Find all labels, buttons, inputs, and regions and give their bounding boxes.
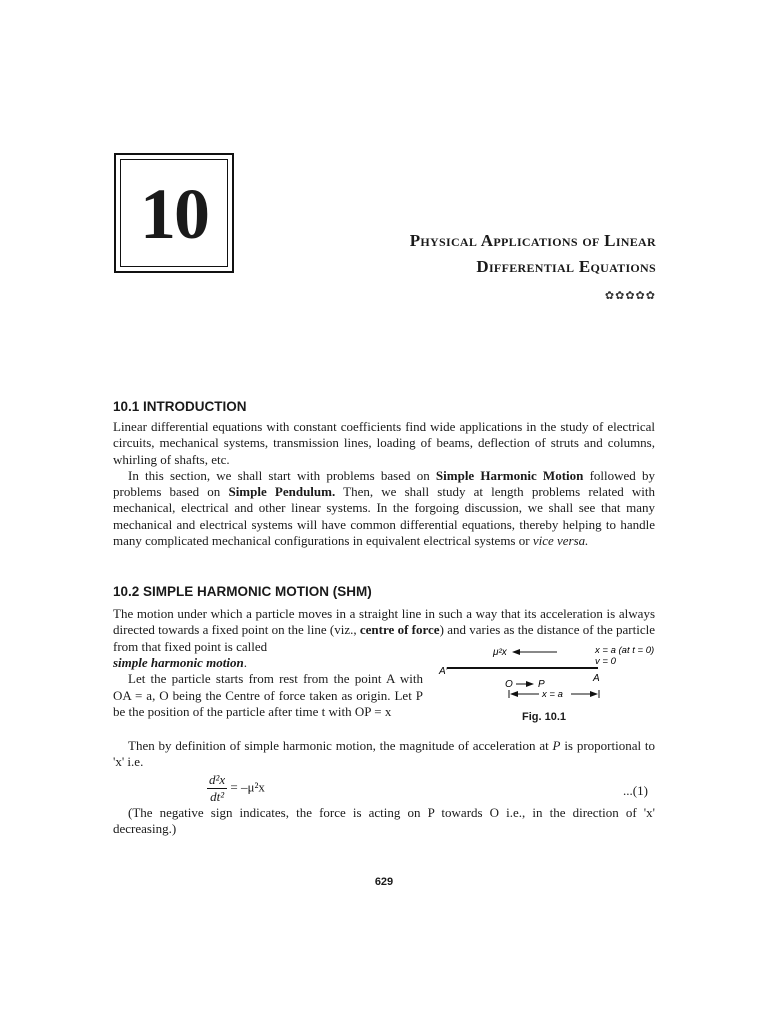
figure-label-distance: x = a [542,689,563,700]
section-heading-shm: 10.2 SIMPLE HARMONIC MOTION (SHM) [113,584,372,599]
section-heading-introduction: 10.1 INTRODUCTION [113,399,247,414]
equation-1 [207,772,265,805]
figure-label-condition-x: x = a (at t = 0) [595,645,655,656]
figure-caption: Fig. 10.1 [522,711,567,723]
intro-paragraph-1: Linear differential equations with constant coefficients find wide applications in the study of electrical circuits, mechanical systems, transmission lines, loading of beams, deflection of struts and columns, whirling of shafts, etc. [113,419,655,467]
equation-fraction [207,772,227,805]
text-run: Then by definition of simple harmonic motion, the magnitude of acceleration at [128,738,553,753]
equation-rhs: = –μ²x [227,779,265,795]
text-run: ) and varies as the distance of the particle from that fixed point is called [113,622,655,654]
equation-number: ...(1) [623,783,648,798]
shm-paragraph-3 [113,738,655,771]
bold-term-centre-of-force: centre of force [359,622,440,638]
figure-label-o: O [505,679,513,690]
figure-label-p: P [538,679,545,690]
figure-label-force: μ²x [493,647,507,658]
chapter-number: 10 [140,174,208,254]
shm-paragraph-3-block [113,738,655,771]
chapter-title-line2: Differential Equations [476,257,656,276]
bold-italic-shm: simple harmonic motion [113,655,244,670]
italic-p: P [552,738,561,753]
chapter-number-inner-frame [120,159,228,267]
figure-label-a: A [593,673,600,684]
text-run: The motion under which a particle moves in a straight line in such a way that its acceleration is always directed towards a fixed point on the line (viz., [113,606,655,638]
text-run: In this section, we shall start with problems based on [128,467,436,483]
figure-label-a-prime: A′ [439,666,448,677]
shm-paragraph-4: (The negative sign indicates, the force is acting on P towards O i.e., in the direction of 'x' decreasing.) [113,805,655,837]
shm-left-column [113,655,423,720]
equation-denominator: dt² [210,789,225,804]
text-run: . [243,655,247,670]
italic-vice-versa: vice versa. [532,533,589,549]
intro-paragraph-2 [113,468,655,549]
ornament-flowers-icon: ✿✿✿✿✿ [604,290,656,302]
text-run: is proportional to 'x' i.e. [113,738,656,770]
figure-label-condition-v: v = 0 [595,656,616,667]
shm-paragraph-4-block [113,805,655,838]
chapter-number-box [114,153,234,273]
introduction-body [113,419,655,549]
page-number: 629 [374,876,394,888]
shm-paragraph-2: Let the particle starts from rest from the point A with OA = a, O being the Centre of force taken as origin. Let P be the position of the particle after time t with OP = x [113,671,423,719]
text-run: Then, we shall study at length problems related with mechanical, electrical and other linear systems. In the forgoing discussion, we shall see that many mechanical and electrical systems will have common differential equations, thereby helping to handle many complicated mechanical configurations in equivalent electrical systems or [113,484,656,549]
shm-term-line [113,655,423,671]
chapter-title-line1: Physical Applications of Linear [409,231,656,250]
text-run: followed by problems based on [113,467,656,500]
equation-numerator: d²x [209,772,226,787]
bold-term-shm: Simple Harmonic Motion [435,467,584,483]
bold-term-pendulum: Simple Pendulum. [228,484,336,500]
